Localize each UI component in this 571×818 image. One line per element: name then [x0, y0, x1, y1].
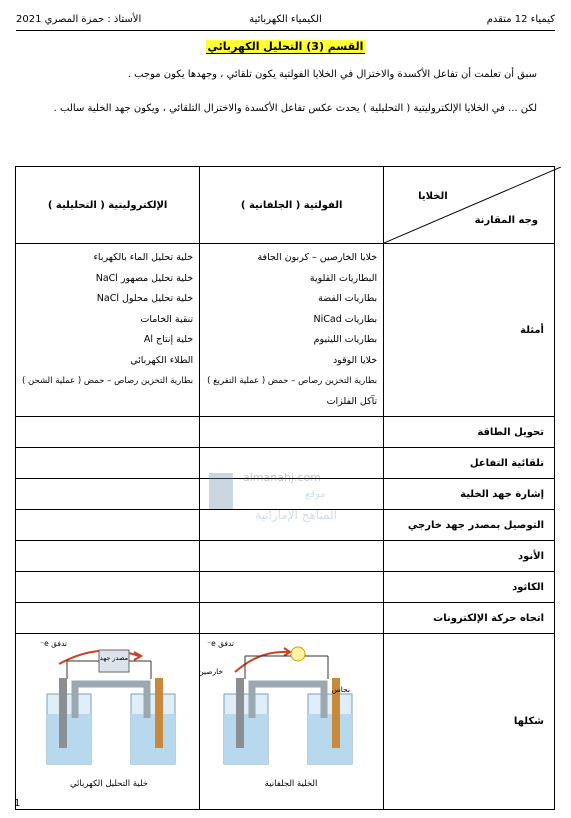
answer-cell — [16, 572, 200, 603]
galvanic-caption: الخلية الجلفانية — [264, 779, 318, 789]
voltaic-column-header: الفولتية ( الجلفانية ) — [200, 167, 384, 244]
electron-flow-label: تدفق e⁻ — [40, 639, 68, 648]
intro-paragraph-2: لكن ... في الخلايا الإلكتروليتية ( التحليلية ) يحدث عكس تفاعل الأكسدة والاختزال التلقائي ، ويكون جهد الخلية سالب . — [53, 103, 537, 114]
list-item: الطلاء الكهربائي — [130, 354, 194, 366]
list-item: خلايا الوقود — [332, 354, 378, 366]
list-item: خلية تحليل مصهور NaCl — [95, 272, 194, 284]
corner-bottom-label: وجه المقارنة — [474, 215, 538, 226]
answer-cell — [16, 510, 200, 541]
list-item: تآكل الفلزات — [326, 395, 378, 407]
galvanic-cell-illustration — [200, 634, 383, 806]
page-header — [16, 14, 555, 31]
answer-cell — [16, 448, 200, 479]
list-item: تنقية الخامات — [140, 313, 194, 325]
answer-cell — [16, 479, 200, 510]
list-item: خلايا الخارصين – كربون الجافة — [257, 252, 378, 263]
copper-label: نحاس — [331, 685, 351, 694]
electrolytic-examples-list — [16, 244, 200, 417]
header-chapter: الكيمياء الكهربائية — [249, 14, 322, 25]
intro-paragraph-1: سبق أن تعلمت أن تفاعل الأكسدة والاختزال في الخلايا الفولتية يكون تلقائي ، وجهدها يكون موجب . — [127, 69, 537, 80]
watermark-line2: موقع — [305, 489, 326, 500]
watermark-line1: almanahj.com — [243, 471, 321, 484]
voltage-source-label: مصدر جهد — [100, 654, 129, 662]
section-title: القسم (3) التحليل الكهربائي — [207, 40, 364, 53]
watermark-line3: المناهج الإماراتية — [255, 508, 337, 522]
answer-cell — [200, 603, 384, 634]
watermark-logo — [205, 465, 340, 527]
electrolytic-column-header: الإلكتروليتية ( التحليلية ) — [16, 167, 200, 244]
galvanic-cell-figure — [200, 634, 384, 810]
electrolytic-cell-figure — [16, 634, 200, 810]
answer-cell — [200, 572, 384, 603]
electrolytic-caption: خلية التحليل الكهربائي — [70, 779, 149, 789]
corner-top-label: الخلايا — [418, 191, 448, 202]
row-label-electron-flow: اتجاه حركة الإلكترونات — [384, 603, 555, 634]
list-item: البطاريات القلوية — [309, 272, 378, 284]
answer-cell — [16, 417, 200, 448]
list-item: بطارية التخزين رصاص – حمض ( عملية الشحن ) — [22, 376, 194, 386]
page-number: 1 — [14, 798, 21, 809]
row-label-anode: الأنود — [384, 541, 555, 572]
row-label-spontaneity: تلقائية التفاعل — [384, 448, 555, 479]
electron-flow-label: تدفق e⁻ — [207, 639, 235, 648]
examples-label: أمثلة — [384, 244, 555, 417]
list-item: بطاريات NiCad — [313, 313, 378, 325]
row-label-energy: تحويل الطاقة — [384, 417, 555, 448]
row-label-cathode: الكاثود — [384, 572, 555, 603]
list-item: بطاريات الليثيوم — [313, 334, 378, 345]
shape-label: شكلها — [384, 634, 555, 810]
answer-cell — [16, 603, 200, 634]
diagonal-line — [384, 167, 561, 243]
header-teacher: الأستاذ : حمزة المصري 2021 — [16, 14, 142, 25]
row-label-external-source: التوصيل بمصدر جهد خارجي — [384, 510, 555, 541]
row-label-potential-sign: إشارة جهد الخلية — [384, 479, 555, 510]
list-item: بطارية التخزين رصاص – حمض ( عملية التفريغ ) — [207, 376, 378, 386]
section-title-wrap — [0, 35, 571, 54]
answer-cell — [16, 541, 200, 572]
header-subject: كيمياء 12 متقدم — [486, 14, 555, 25]
corner-header-cell — [384, 167, 555, 244]
list-item: خلية تحليل محلول NaCl — [96, 293, 194, 304]
voltaic-examples-list — [200, 244, 384, 417]
electrolytic-cell-illustration — [19, 634, 199, 806]
zinc-label: خارصين — [200, 667, 224, 676]
list-item: خلية إنتاج Al — [143, 334, 194, 345]
list-item: بطاريات الفضة — [318, 293, 378, 304]
list-item: خلية تحليل الماء بالكهرباء — [93, 252, 194, 263]
answer-cell — [200, 417, 384, 448]
answer-cell — [200, 541, 384, 572]
